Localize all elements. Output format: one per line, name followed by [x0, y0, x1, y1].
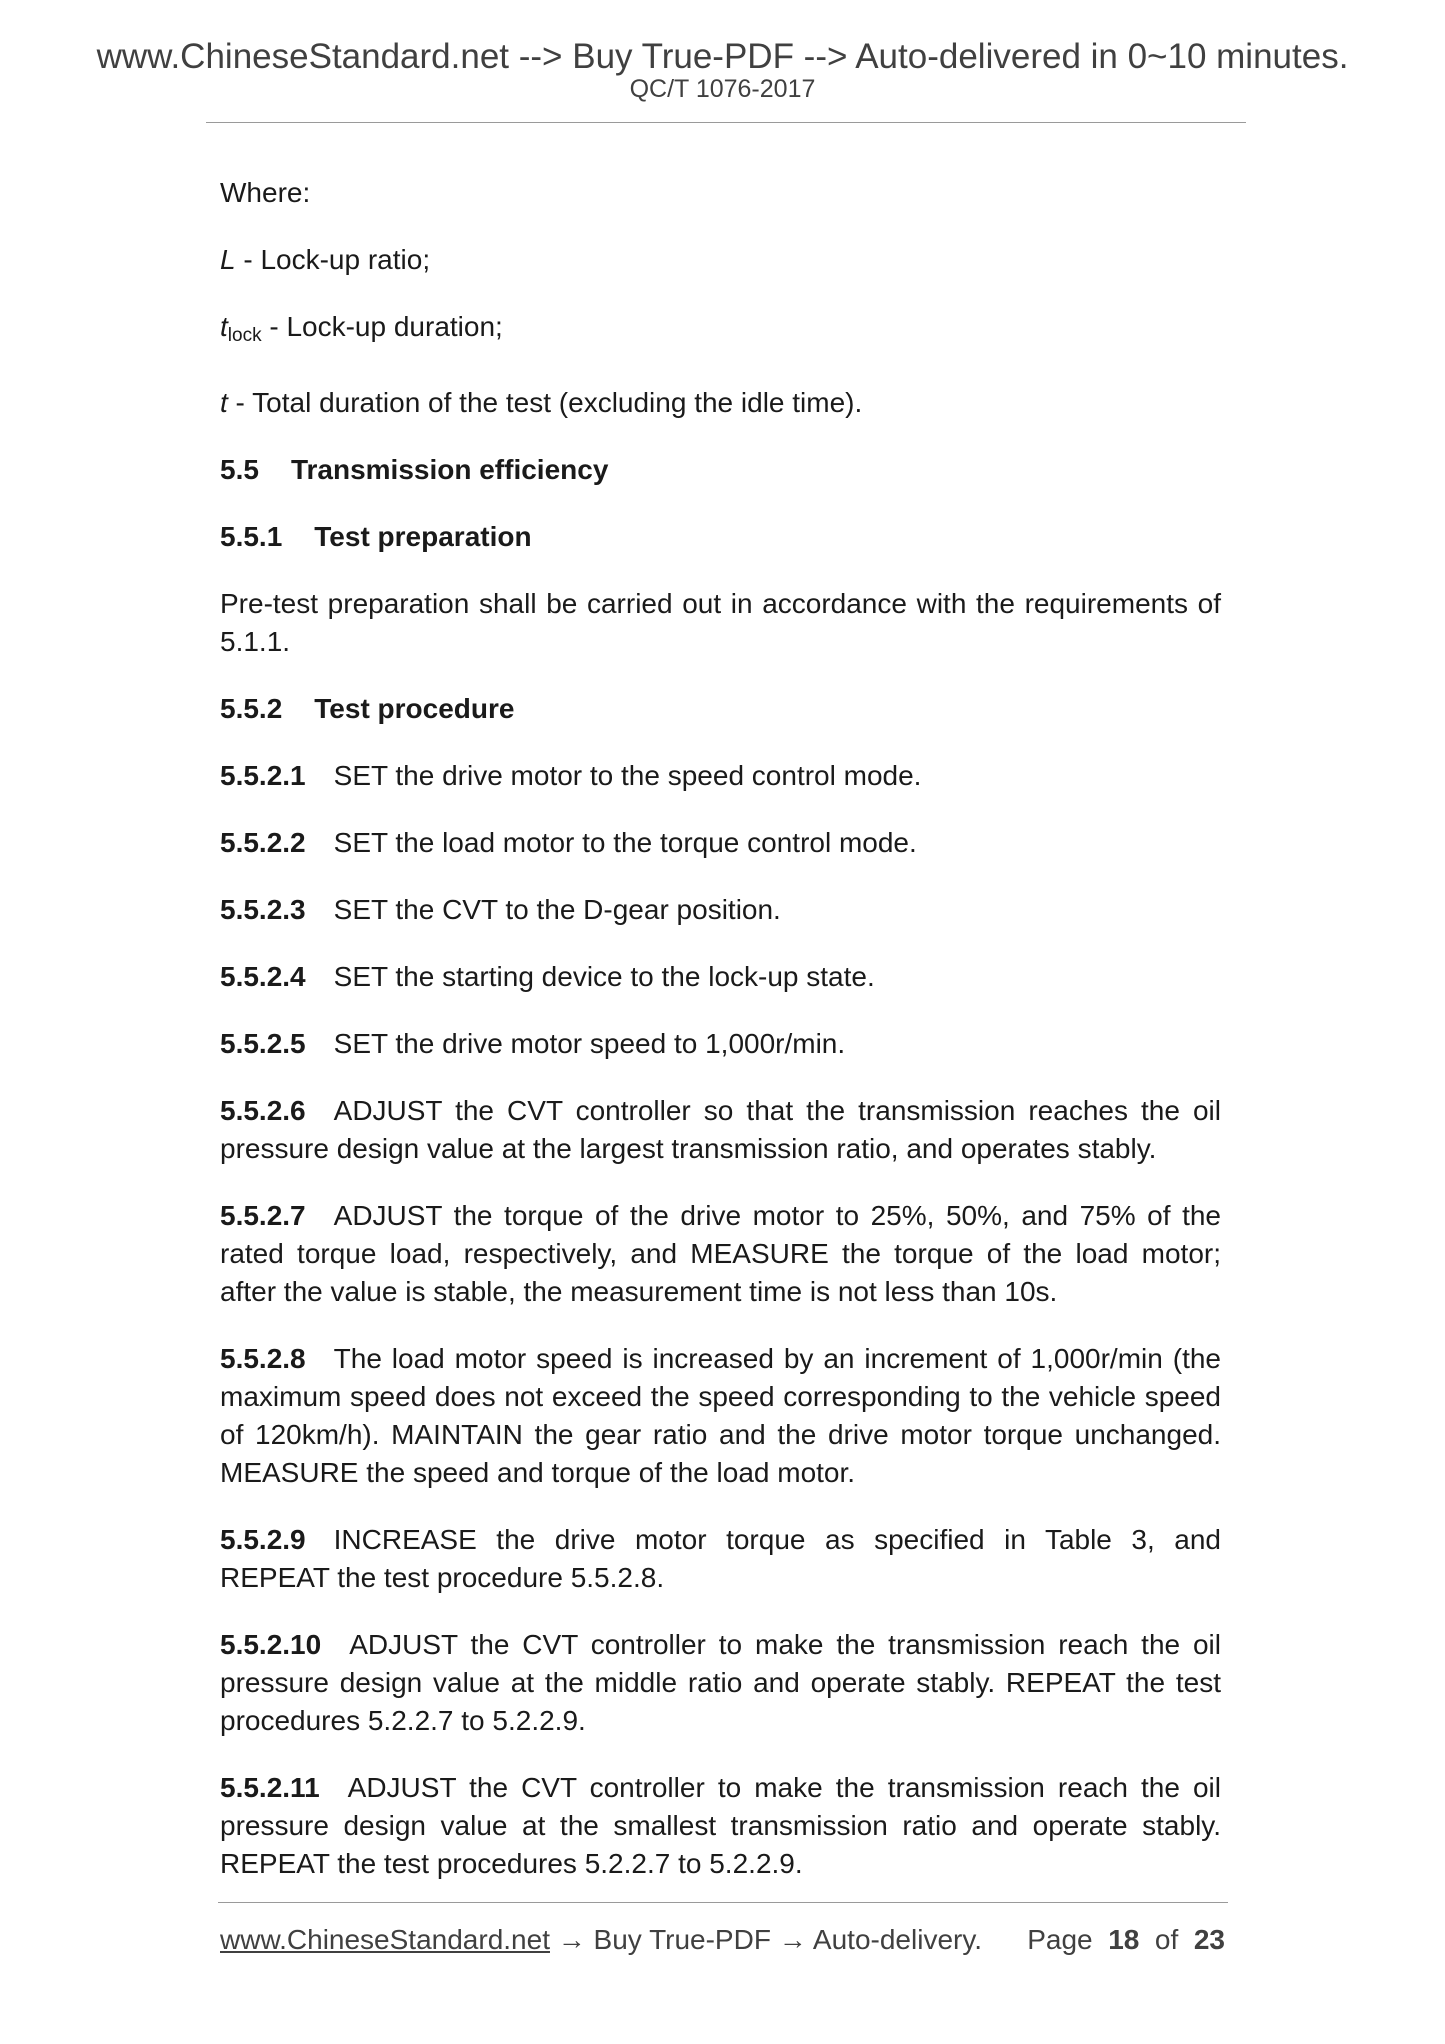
step-number: 5.5.2.5 — [220, 1028, 306, 1059]
section-title: Test preparation — [314, 521, 532, 552]
step-text: SET the load motor to the torque control mode. — [333, 827, 917, 858]
step-number: 5.5.2.11 — [220, 1772, 320, 1803]
symbol-t: t — [220, 311, 228, 342]
definition-tlock — [220, 308, 1221, 355]
step-5-5-2-8 — [220, 1340, 1221, 1492]
section-5-5-1-text: Pre-test preparation shall be carried out in accordance with the requirements of 5.1.1. — [220, 588, 1221, 657]
step-text: ADJUST the CVT controller to make the transmission reach the oil pressure design value at the smallest transmission ratio and operate stably. REPEAT the test procedures 5.2.2.7 to 5.2.2.9. — [220, 1772, 1221, 1879]
definition-tlock-text: - Lock-up duration; — [261, 311, 503, 342]
page-content — [220, 174, 1221, 1912]
page-current: 18 — [1108, 1924, 1140, 1955]
step-text: ADJUST the CVT controller to make the transmission reach the oil pressure design value at the middle ratio and operate stably. REPEAT the test procedures 5.2.2.7 to 5.2.2.9. — [220, 1629, 1221, 1736]
page-indicator — [1027, 1922, 1225, 1958]
step-number: 5.5.2.10 — [220, 1629, 322, 1660]
header-divider — [206, 122, 1246, 123]
definition-t-text: - Total duration of the test (excluding the idle time). — [227, 387, 863, 418]
page-label: Page — [1027, 1924, 1093, 1955]
definition-t — [220, 384, 1221, 422]
step-5-5-2-4 — [220, 958, 1221, 996]
page-total: 23 — [1193, 1924, 1225, 1955]
definition-L — [220, 241, 1221, 279]
step-5-5-2-10 — [220, 1626, 1221, 1740]
step-5-5-2-11 — [220, 1769, 1221, 1883]
section-5-5-1-heading — [220, 518, 1221, 556]
step-number: 5.5.2.6 — [220, 1095, 306, 1126]
section-5-5-heading — [220, 451, 1221, 489]
step-number: 5.5.2.4 — [220, 961, 306, 992]
section-number: 5.5 — [220, 454, 259, 485]
section-number: 5.5.1 — [220, 521, 283, 552]
footer-site-link[interactable]: www.ChineseStandard.net — [220, 1924, 550, 1955]
footer-promo — [220, 1922, 982, 1958]
symbol-t-total: t — [220, 387, 228, 418]
step-text: INCREASE the drive motor torque as specified in Table 3, and REPEAT the test procedure 5.5.2.8. — [220, 1524, 1221, 1593]
section-number: 5.5.2 — [220, 693, 283, 724]
step-text: ADJUST the torque of the drive motor to 25%, 50%, and 75% of the rated torque load, respectively, and MEASURE the torque of the load motor; after the value is stable, the measurement time is not less than 10s. — [220, 1200, 1221, 1307]
section-5-5-2-heading — [220, 690, 1221, 728]
subscript-lock: lock — [227, 325, 262, 346]
step-number: 5.5.2.9 — [220, 1524, 306, 1555]
section-title: Transmission efficiency — [290, 454, 609, 485]
step-number: 5.5.2.2 — [220, 827, 306, 858]
section-title: Test procedure — [314, 693, 515, 724]
step-text: SET the drive motor to the speed control mode. — [333, 760, 922, 791]
step-text: The load motor speed is increased by an increment of 1,000r/min (the maximum speed does not exceed the speed corresponding to the vehicle speed of 120km/h). MAINTAIN the gear ratio and the drive motor torque unchanged. MEASURE the speed and torque of the load motor. — [220, 1343, 1221, 1488]
page-of: of — [1154, 1924, 1179, 1955]
step-5-5-2-2 — [220, 824, 1221, 862]
step-5-5-2-5 — [220, 1025, 1221, 1063]
step-text: SET the CVT to the D-gear position. — [333, 894, 781, 925]
step-number: 5.5.2.8 — [220, 1343, 306, 1374]
step-5-5-2-6 — [220, 1092, 1221, 1168]
step-text: SET the drive motor speed to 1,000r/min. — [333, 1028, 846, 1059]
step-text: ADJUST the CVT controller so that the transmission reaches the oil pressure design value at the largest transmission ratio, and operates stably. — [220, 1095, 1221, 1164]
site-banner: www.ChineseStandard.net --> Buy True-PDF --> Auto-delivered in 0~10 minutes. — [96, 37, 1349, 76]
document-code: QC/T 1076-2017 — [629, 75, 816, 103]
footer-tagline: → Buy True-PDF → Auto-delivery. — [549, 1924, 983, 1955]
step-5-5-2-9 — [220, 1521, 1221, 1597]
definition-L-text: - Lock-up ratio; — [235, 244, 431, 275]
step-number: 5.5.2.3 — [220, 894, 306, 925]
footer-divider — [218, 1902, 1228, 1903]
step-5-5-2-7 — [220, 1197, 1221, 1311]
symbol-L: L — [220, 244, 236, 275]
where-label: Where: — [220, 177, 311, 208]
step-number: 5.5.2.7 — [220, 1200, 306, 1231]
step-number: 5.5.2.1 — [220, 760, 306, 791]
step-5-5-2-3 — [220, 891, 1221, 929]
step-text: SET the starting device to the lock-up state. — [333, 961, 875, 992]
step-5-5-2-1 — [220, 757, 1221, 795]
